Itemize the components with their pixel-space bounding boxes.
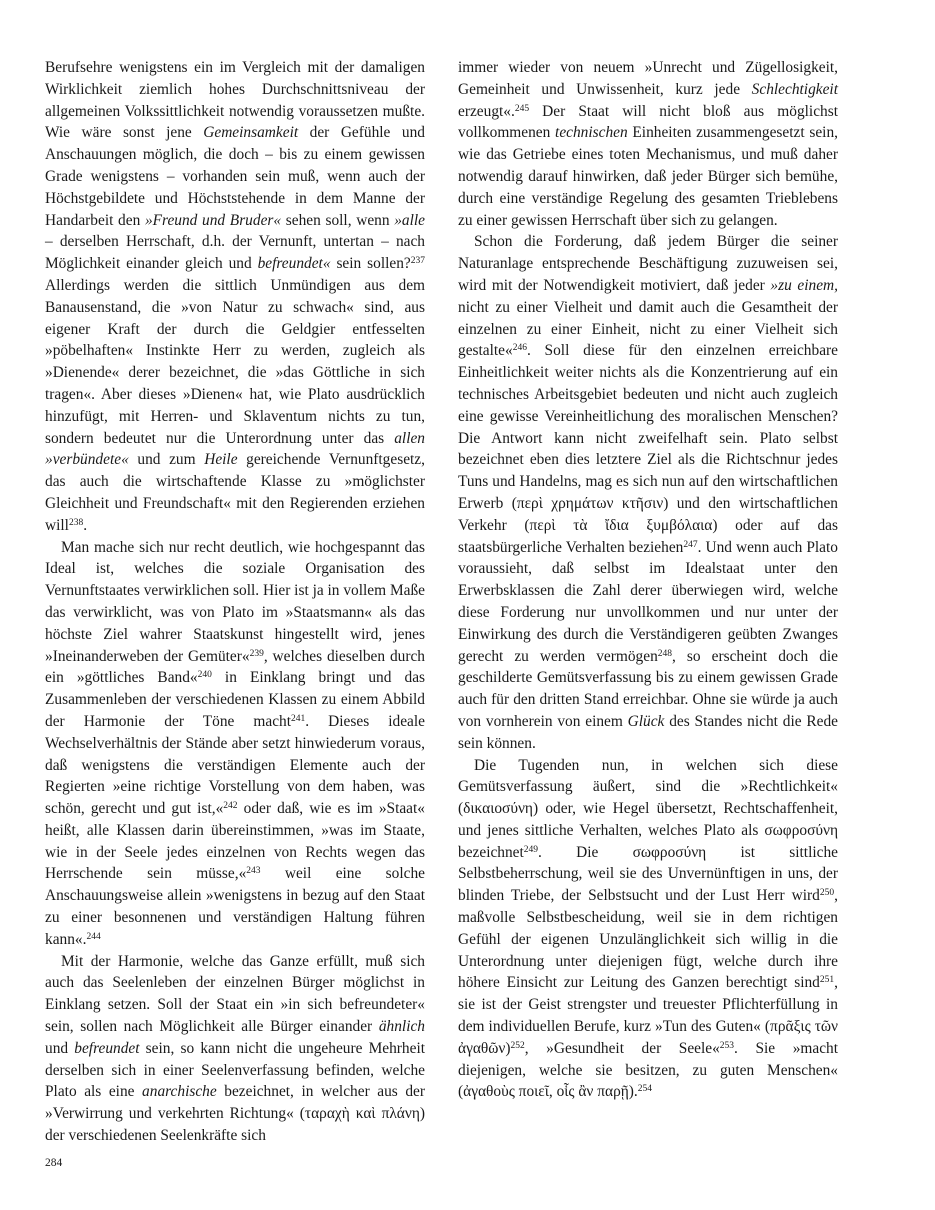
paragraph: Schon die Forderung, daß jedem Bürger die seiner Naturanlage entsprechende Beschäftigung zuzuweisen sei, wird mit der Notwendigkeit motiviert, daß jeder »zu einem, nicht zu einer Vielheit und damit auch die Gesamtheit der einzelnen zu einer Einheit, nicht zu einer Vielheit sich gestalte«$^{246}$. Soll diese für den einzelnen erreichbare Einheitlichkeit weiter nichts als die Konzentrierung auf ein technisches Arbeitsgebiet bedeuten und nicht auch zugleich eine gewisse Vereinheitlichung des moralischen Menschen? Die Antwort kann nicht zweifelhaft sein. Plato selbst bezeichnet eben dies letztere Ziel als die Richtschnur jedes Tuns und Handelns, mag es sich nun auf den wirtschaftlichen Erwerb (περὶ χρημάτων κτῆσιν) und den wirtschaftlichen Verkehr (περὶ τὰ ἴδια ξυμβόλαια) oder auf das staatsbürgerliche Verhalten beziehen$^{247}$. Und wenn auch Plato voraussieht, daß selbst im Idealstaat unter den Erwerbsklassen die Zahl derer überwiegen wird, welche diese Forderung nur unvollkommen und nur unter der Einwirkung des durch die Verständigeren geübten Zwanges gerecht zu werden vermögen$^{248}$, so erscheint doch die geschilderte Gemütsverfassung bis zu einem gewissen Grade auch für den dritten Stand erreichbar. Ohne sie würde ja auch von vornherein von einem Glück des Standes nicht die Rede sein können. <box>458 233 839 752</box>
page-number: 284 <box>45 1157 63 1169</box>
paragraph: Man mache sich nur recht deutlich, wie hochgespannt das Ideal ist, welches die soziale Organisation des Vernunftstaates verwirklichen soll. Hier ist ja in vollem Maße das verwirklicht, was von Plato im »Staatsmann« als das höchste Ziel wahrer Staatskunst hingestellt wird, jenes »Ineinanderweben der Gemüter«$^{239}$, welches dieselben durch ein »göttliches Band«$^{240}$ in Einklang bringt und das Zusammenleben der verschiedenen Klassen zu einem Abbild der Harmonie der Töne macht$^{241}$. Dieses ideale Wechselverhältnis der Stände aber setzt hinwiederum voraus, daß wenigstens die verständigen Elemente auch der Regierten »eine richtige Vorstellung von dem haben, was schön, gerecht und gut ist,«$^{242}$ oder daß, wie es im »Staat« heißt, alle Klassen darin übereinstimmen, »was im Staate, wie in der Seele jedes einzelnen von Rechts wegen das Herrschende sein müsse,«$^{243}$ weil eine solche Anschauungsweise allein »wenigstens in bezug auf den Staat zu einer besonnenen und verständigen Haltung führen kann«.$^{244}$ <box>45 538 426 948</box>
paragraph: Die Tugenden nun, in welchen sich diese Gemütsverfassung äußert, sind die »Rechtlichkeit« (δικαιοσύνη) oder, wie Hegel übersetzt, Rechtschaffenheit, und jenes sittliche Verhalten, welches Plato als σωφροσύνη bezeichnet$^{249}$. Die σωφροσύνη ist sittliche Selbstbeherrschung, weil sie des Unvernünftigen in uns, der blinden Triebe, der Selbstsucht und der Lust Herr wird$^{250}$, maßvolle Selbstbescheidung, weil sie in dem richtigen Gefühl der eigenen Unzulänglichkeit sich willig in die Unterordnung unter diejenigen fügt, welche durch ihre höhere Einsicht zur Leitung des Ganzen berechtigt sind$^{251}$, sie ist der Geist strengster und treuester Pflichterfüllung in dem individuellen Berufe, kurz »Tun des Guten« (πρᾶξις τῶν ἀγαθῶν)$^{252}$, »Gesundheit der Seele«$^{253}$. Sie »macht diejenigen, welche sie besitzen, zu guten Menschen« (ἀγαθοὺς ποιεῖ, οἷς ἂν παρῇ).$^{254}$ <box>458 756 838 1101</box>
paragraph: Mit der Harmonie, welche das Ganze erfüllt, muß sich auch das Seelenleben der einzelnen Bürger möglichst in Einklang setzen. Soll der Staat ein »in sich befreundeter« sein, sollen nach Möglichkeit alle Bürger einander ähnlich und befreundet sein, so kann nicht die ungeheure Mehrheit derselben sich in einer Seelenverfassung befinden, welche Plato als eine anarchische bezeichnet, in welcher aus der »Verwirrung und verkehrten Richtung« (ταραχὴ καὶ πλάνη) der verschiedenen Seelenkräfte sich <box>45 952 426 1145</box>
paragraph: immer wieder von neuem »Unrecht und Zügellosigkeit, Gemeinheit und Unwissenheit, kurz jede Schlechtigkeit erzeugt«.$^{245}$ Der Staat will nicht bloß aus möglichst vollkommenen technischen Einheiten zusammengesetzt sein, wie das Getriebe eines toten Mechanismus, und muß daher notwendig darauf hinwirken, daß jeder Bürger sich bemühe, durch eine verständige Regelung des gesamten Trieblebens zu einer gewissen Herrschaft über sich zu gelangen. <box>458 59 838 229</box>
paragraph: Berufsehre wenigstens ein im Vergleich mit der damaligen Wirklichkeit ziemlich hohes Durchschnittsniveau der allgemeinen Volkssittlichkeit notwendig voraussetzen mußte. Wie wäre sonst jene Gemeinsamkeit der Gefühle und Anschauungen möglich, die doch – bis zu einem gewissen Grade wenigstens – vorhanden sein muß, wenn auch der Höchstgebildete und Höchststehende in dem Manne der Handarbeit den »Freund und Bruder« sehen soll, wenn »alle – derselben Herrschaft, d.h. der Vernunft, untertan – nach Möglichkeit einander gleich und befreundet« sein sollen?$^{237}$ Allerdings werden die sittlich Unmündigen aus dem Banausenstand, die »von Natur zu schwach« sind, aus eigener Kraft der durch die Geldgier entfesselten »pöbelhaften« Instinkte Herr zu werden, zugleich als »Dienende« derer bezeichnet, die »das Göttliche in sich tragen«. Aber dieses »Dienen« hat, wie Plato ausdrücklich hinzufügt, mit Herren- und Sklaventum nichts zu tun, sondern bedeutet nur die Unterordnung unter das allen »verbündete« und zum Heile gereichende Vernunftgesetz, das auch die wirtschaftende Klasse zu »möglichster Gleichheit und Freundschaft« mit den Regierenden erziehen will$^{238}$. <box>45 59 426 534</box>
right-column <box>458 57 838 1103</box>
left-column <box>45 57 425 1147</box>
